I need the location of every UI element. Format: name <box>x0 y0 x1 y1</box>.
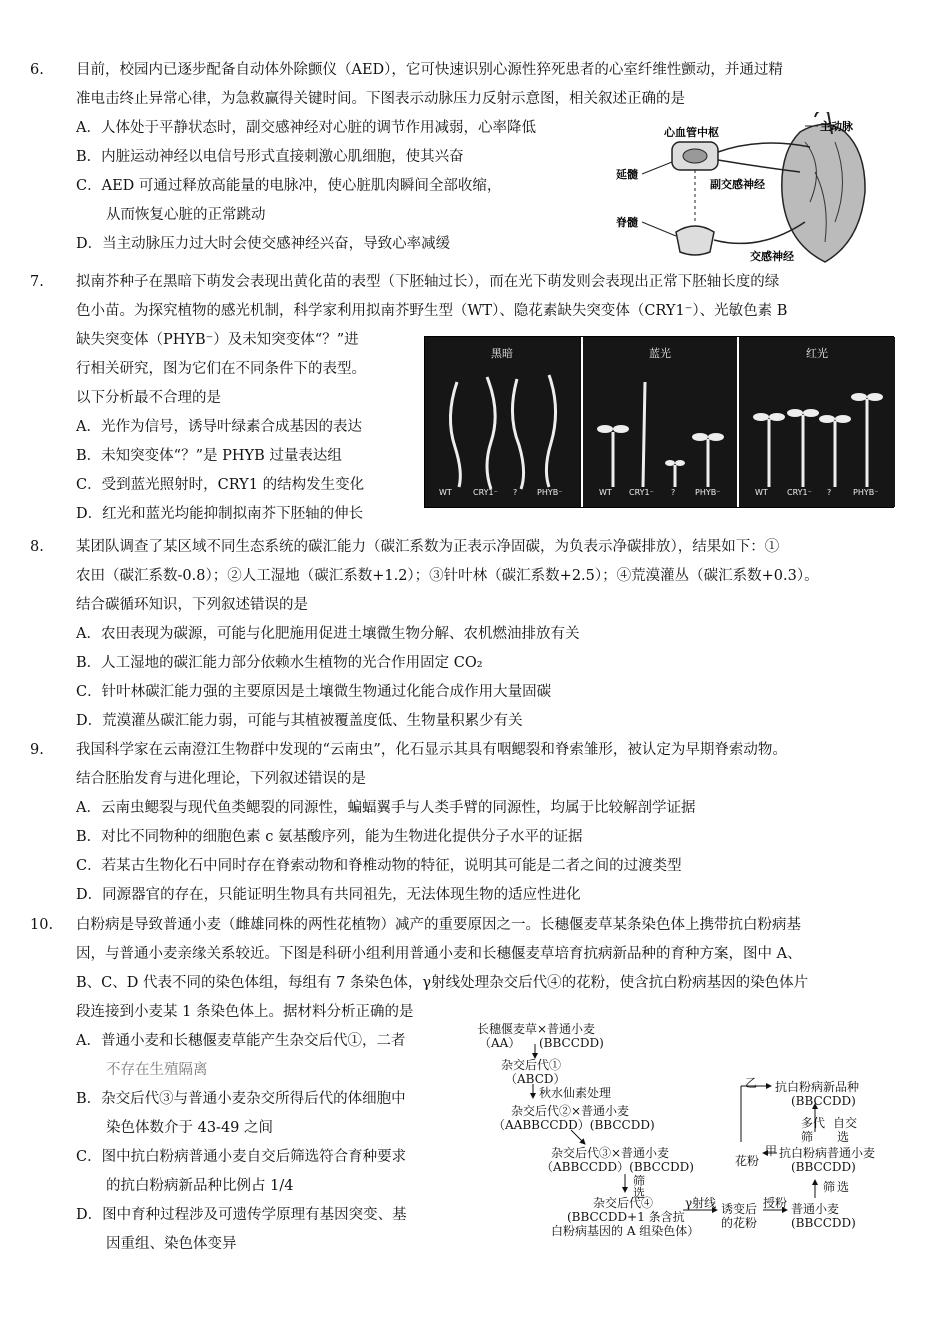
screen-label: 选 <box>837 1180 850 1194</box>
spinal-label: 脊髓 <box>616 216 638 229</box>
option-d[interactable]: D．图中育种过程涉及可遗传学原理有基因突变、基 <box>76 1207 407 1223</box>
option-b-cont: 染色体数介于 43-49 之间 <box>106 1120 274 1136</box>
common-wheat: 普通小麦 <box>791 1202 840 1216</box>
new-variety-genome: (BBCCDD) <box>791 1094 856 1108</box>
question-number: 9. <box>30 742 44 758</box>
option-c-cont: 从而恢复心脏的正常跳动 <box>106 207 266 223</box>
option-d[interactable]: D．同源器官的存在，只能证明生物具有共同祖先，无法体现生物的适应性进化 <box>76 887 581 903</box>
seedling-label: WT <box>439 488 452 497</box>
baroreflex-diagram <box>610 112 872 272</box>
option-d[interactable]: D．荒漠灌丛碳汇能力弱，可能与其植被覆盖度低、生物量积累少有关 <box>76 713 523 729</box>
screen-label: 选 <box>837 1130 850 1144</box>
seedling-label: PHYB⁻ <box>853 488 879 497</box>
question-stem: 行相关研究，图为它们在不同条件下的表型。 <box>76 361 366 377</box>
seedling-label: ? <box>513 488 518 497</box>
screen-label: 筛 <box>633 1174 646 1188</box>
resistant-wheat: 抗白粉病普通小麦 <box>779 1146 876 1160</box>
question-stem: 段连接到小麦某 1 条染色体上。据材料分析正确的是 <box>76 1004 414 1020</box>
screen-label: 选 <box>633 1186 646 1200</box>
panel-label: 红光 <box>806 347 828 360</box>
mutated-label: 的花粉 <box>721 1216 758 1230</box>
question-stem: 目前，校园内已逐步配备自动体外除颤仪（AED），它可快速识别心源性猝死患者的心室纤维性颤动，并通过精 <box>76 62 783 78</box>
seedling-label: PHYB⁻ <box>537 488 563 497</box>
hybrid-1-genome: （ABCD） <box>505 1072 566 1086</box>
option-c[interactable]: C．AED 可通过释放高能量的电脉冲，使心脏肌肉瞬间全部收缩， <box>76 178 502 194</box>
hybrid-4-genome: (BBCCDD+1 条含抗 <box>567 1210 685 1224</box>
option-b[interactable]: B．未知突变体“？”是 PHYB 过量表达组 <box>76 448 342 464</box>
panel-dark <box>425 337 579 507</box>
panel-red <box>737 337 895 507</box>
panel-blue <box>581 337 737 507</box>
option-a[interactable]: A．普通小麦和长穗偃麦草能产生杂交后代①，二者 <box>76 1033 406 1049</box>
hybrid-4: 杂交后代④ <box>593 1196 654 1210</box>
screen-label: 筛 <box>801 1130 814 1144</box>
option-d[interactable]: D．当主动脉压力过大时会使交感神经兴奋，导致心率减缓 <box>76 236 451 252</box>
selfing-label: 自交 <box>833 1116 858 1130</box>
question-number: 6. <box>30 62 44 78</box>
hybrid-2-genome: （AABBCCDD）(BBCCDD) <box>493 1118 655 1132</box>
option-c[interactable]: C．受到蓝光照射时，CRY1 的结构发生变化 <box>76 477 365 493</box>
seedling-label: WT <box>755 488 768 497</box>
option-c-cont: 的抗白粉病新品种比例占 1/4 <box>106 1178 294 1194</box>
option-b[interactable]: B．人工湿地的碳汇能力部分依赖水生植物的光合作用固定 CO₂ <box>76 655 483 671</box>
option-a[interactable]: A．光作为信号，诱导叶绿素合成基因的表达 <box>76 419 362 435</box>
new-variety: 抗白粉病新品种 <box>775 1080 860 1094</box>
option-b[interactable]: B．杂交后代③与普通小麦杂交所得后代的体细胞中 <box>76 1091 406 1107</box>
question-stem: 某团队调查了某区域不同生态系统的碳汇能力（碳汇系数为正表示净固碳，为负表示净碳排放），结果如下：① <box>76 539 780 555</box>
screen-label: 筛 <box>823 1180 836 1194</box>
option-d-cont: 因重组、染色体变异 <box>106 1236 237 1252</box>
yi-label: 乙 <box>745 1076 758 1090</box>
question-9 <box>30 736 900 910</box>
seedling-label: ? <box>827 488 832 497</box>
cv-center-label: 心血管中枢 <box>664 126 719 139</box>
parasympathetic-label: 副交感神经 <box>710 178 765 191</box>
question-stem: 以下分析最不合理的是 <box>76 390 221 406</box>
panel-label: 蓝光 <box>649 347 671 360</box>
option-b[interactable]: B．对比不同物种的细胞色素 c 氨基酸序列，能为生物进化提供分子水平的证据 <box>76 829 583 845</box>
seedling-label: CRY1⁻ <box>473 488 498 497</box>
resistant-wheat-genome: (BBCCDD) <box>791 1160 856 1174</box>
mutated-label: 诱变后 <box>721 1202 758 1216</box>
question-stem: 缺失突变体（PHYB⁻）及未知突变体“？”进 <box>76 332 359 348</box>
question-stem: B、C、D 代表不同的染色体组，每组有 7 条染色体，γ射线处理杂交后代④的花粉，使含抗白粉病基因的染色体片 <box>76 975 809 991</box>
hybrid-4-genome: 白粉病基因的 A 组染色体） <box>551 1224 700 1238</box>
question-stem: 色小苗。为探究植物的感光机制，科学家利用拟南芥野生型（WT）、隐花素缺失突变体（CRY1⁻）、光敏色素 B <box>76 303 788 319</box>
medulla-label: 延髓 <box>616 168 638 181</box>
hybrid-1: 杂交后代① <box>501 1058 562 1072</box>
question-number: 7. <box>30 274 44 290</box>
common-wheat-genome: (BBCCDD) <box>791 1216 856 1230</box>
option-c[interactable]: C．若某古生物化石中同时存在脊索动物和脊椎动物的特征，说明其可能是二者之间的过渡类型 <box>76 858 682 874</box>
question-number: 10. <box>30 917 54 933</box>
pollination-label: 授粉 <box>763 1196 788 1210</box>
aorta-label: 主动脉 <box>820 120 853 133</box>
hybrid-3: 杂交后代③×普通小麦 <box>551 1146 670 1160</box>
option-a[interactable]: A．农田表现为碳源，可能与化肥施用促进土壤微生物分解、农机燃油排放有关 <box>76 626 580 642</box>
hybrid-3-genome: （ABBCCDD）(BBCCDD) <box>541 1160 694 1174</box>
seedling-label: CRY1⁻ <box>629 488 654 497</box>
spinal-cord-shape <box>676 226 714 255</box>
parent-genome: （AA） <box>479 1036 521 1050</box>
jia-label: 甲 <box>765 1144 778 1158</box>
parent-genome-2: (BBCCDD) <box>539 1036 604 1050</box>
multi-gen-label: 多代 <box>801 1116 826 1130</box>
question-stem: 因，与普通小麦亲缘关系较近。下图是科研小组利用普通小麦和长穗偃麦草培育抗病新品种的育种方案，图中 A、 <box>76 946 802 962</box>
question-stem: 白粉病是导致普通小麦（雌雄同株的两性花植物）减产的重要原因之一。长穗偃麦草某条染色体上携带抗白粉病基 <box>76 917 801 933</box>
option-a[interactable]: A．云南虫鳃裂与现代鱼类鳃裂的同源性，蝙蝠翼手与人类手臂的同源性，均属于比较解剖学证据 <box>76 800 696 816</box>
parent-cross: 长穗偃麦草×普通小麦 <box>477 1022 596 1036</box>
question-number: 8. <box>30 539 44 555</box>
seedling-photo <box>424 336 894 508</box>
option-c[interactable]: C．针叶林碳汇能力强的主要原因是土壤微生物通过化能合成作用大量固碳 <box>76 684 552 700</box>
seedling-label: WT <box>599 488 612 497</box>
question-stem: 结合胚胎发育与进化理论，下列叙述错误的是 <box>76 771 366 787</box>
seedling-label: CRY1⁻ <box>787 488 812 497</box>
pollen-label: 花粉 <box>735 1154 760 1168</box>
panel-label: 黑暗 <box>491 347 513 360</box>
gamma-ray-label: γ射线 <box>685 1196 717 1210</box>
colchicine-step: 秋水仙素处理 <box>539 1086 612 1100</box>
option-a[interactable]: A．人体处于平静状态时，副交感神经对心脏的调节作用减弱，心率降低 <box>76 120 536 136</box>
seedling-label: ? <box>671 488 676 497</box>
option-d[interactable]: D．红光和蓝光均能抑制拟南芥下胚轴的伸长 <box>76 506 364 522</box>
option-b[interactable]: B．内脏运动神经以电信号形式直接刺激心肌细胞，使其兴奋 <box>76 149 464 165</box>
seedling-label: PHYB⁻ <box>695 488 721 497</box>
question-stem: 农田（碳汇系数-0.8）；②人工湿地（碳汇系数+1.2）；③针叶林（碳汇系数+2.5）；④荒漠灌丛（碳汇系数+0.3）。 <box>76 568 819 584</box>
question-stem: 拟南芥种子在黑暗下萌发会表现出黄化苗的表型（下胚轴过长），而在光下萌发则会表现出正常下胚轴长度的绿 <box>76 274 780 290</box>
question-8 <box>30 533 900 736</box>
hybrid-2: 杂交后代②×普通小麦 <box>511 1104 630 1118</box>
question-stem: 结合碳循环知识，下列叙述错误的是 <box>76 597 308 613</box>
option-a-cont: 不存在生殖隔离 <box>106 1062 208 1078</box>
option-c[interactable]: C．图中抗白粉病普通小麦自交后筛选符合育种要求 <box>76 1149 407 1165</box>
breeding-flowchart <box>475 1020 915 1250</box>
question-stem: 准电击终止异常心律，为急救赢得关键时间。下图表示动脉压力反射示意图，相关叙述正确的是 <box>76 91 685 107</box>
sympathetic-label: 交感神经 <box>750 250 794 263</box>
question-stem: 我国科学家在云南澄江生物群中发现的“云南虫”，化石显示其具有咽鳃裂和脊索雏形，被认定为早期脊索动物。 <box>76 742 787 758</box>
